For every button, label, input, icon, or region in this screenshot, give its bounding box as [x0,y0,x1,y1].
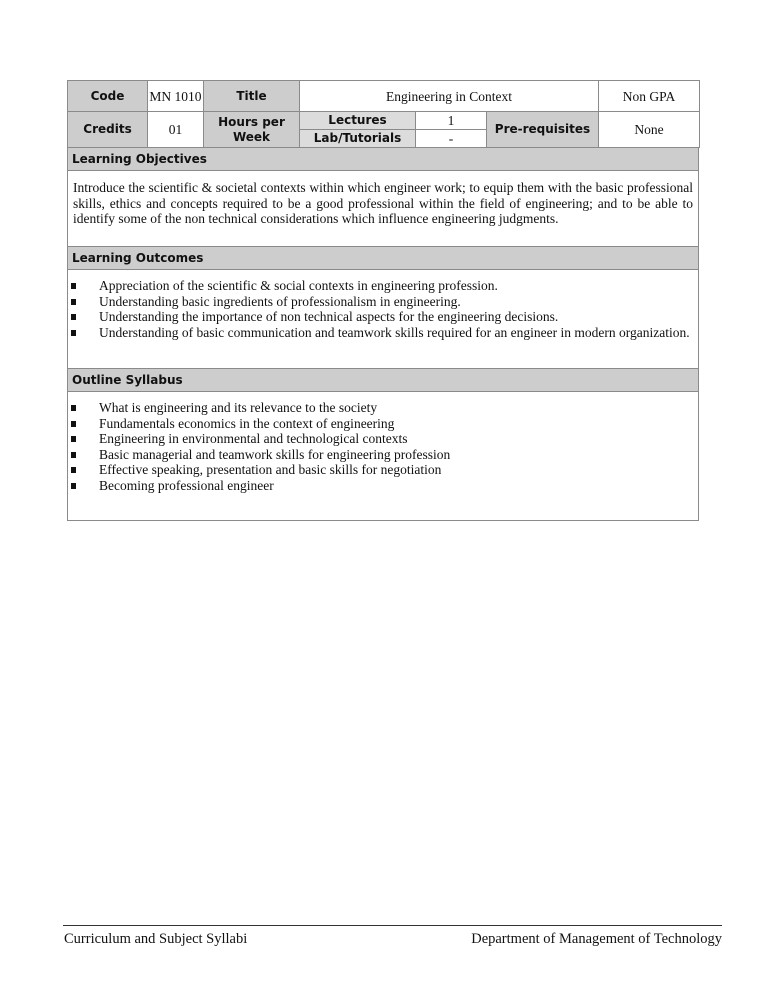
bullet-icon [71,452,76,458]
footer-document-title: Curriculum and Subject Syllabi [64,931,248,947]
bullet-icon [71,299,76,305]
credits-value: 01 [148,112,204,148]
list-item: Fundamentals economics in the context of engineering [68,416,698,432]
credits-label: Credits [68,112,148,148]
outline-syllabus-list [67,392,699,521]
code-value: MN 1010 [148,81,204,112]
bullet-icon [71,283,76,289]
lectures-value: 1 [416,112,487,130]
bullet-icon [71,314,76,320]
gpa-status: Non GPA [599,81,700,112]
code-label: Code [68,81,148,112]
learning-outcomes-list [67,270,699,369]
lab-tutorials-label: Lab/Tutorials [300,130,416,148]
list-item: Understanding the importance of non technical aspects for the engineering decisions. [68,309,698,325]
list-item: Understanding of basic communication and teamwork skills required for an engineer in modern organization. [68,325,698,341]
list-item: Understanding basic ingredients of professionalism in engineering. [68,294,698,310]
bullet-icon [71,483,76,489]
lab-tutorials-value: - [416,130,487,148]
footer-department: Department of Management of Technology [471,931,722,947]
list-item: What is engineering and its relevance to the society [68,400,698,416]
list-item: Becoming professional engineer [68,478,698,494]
bullet-icon [71,330,76,336]
bullet-icon [71,405,76,411]
course-header-table [67,80,700,148]
list-item: Effective speaking, presentation and basic skills for negotiation [68,462,698,478]
outline-syllabus-heading: Outline Syllabus [67,369,699,392]
learning-outcomes-heading: Learning Outcomes [67,247,699,270]
bullet-icon [71,421,76,427]
lectures-label: Lectures [300,112,416,130]
list-item: Appreciation of the scientific & social contexts in engineering profession. [68,278,698,294]
footer-divider [63,925,722,926]
hours-per-week-label: Hours per Week [204,112,300,148]
list-item: Engineering in environmental and technological contexts [68,431,698,447]
bullet-icon [71,467,76,473]
bullet-icon [71,436,76,442]
title-label: Title [204,81,300,112]
prerequisites-value: None [599,112,700,148]
learning-objectives-heading: Learning Objectives [67,148,699,171]
learning-objectives-text: Introduce the scientific & societal contexts within which engineer work; to equip them with the basic professional skills, ethics and concepts required to be a good professional within the field of engineering; and to be able to identify some of the non technical considerations which influence engineering judgments. [67,171,699,247]
title-value: Engineering in Context [300,81,599,112]
list-item: Basic managerial and teamwork skills for engineering profession [68,447,698,463]
syllabus-sheet [67,80,699,521]
prerequisites-label: Pre-requisites [487,112,599,148]
